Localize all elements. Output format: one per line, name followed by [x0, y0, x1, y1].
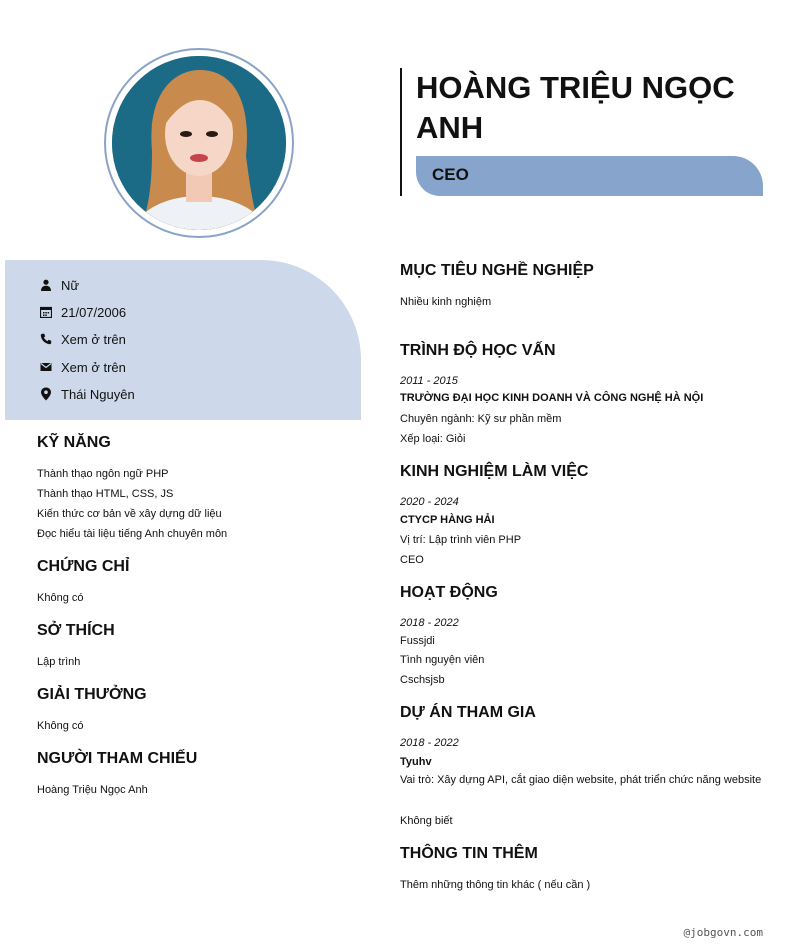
contact-address	[39, 384, 135, 404]
references-heading: NGƯỜI THAM CHIẾU	[37, 750, 198, 767]
mail-icon	[39, 360, 53, 374]
location-pin-icon	[39, 387, 53, 401]
footer-watermark: @jobgovn.com	[683, 926, 763, 939]
projects-period: 2018 - 2022	[400, 737, 459, 749]
skill-item: Kiến thức cơ bản về xây dựng dữ liệu	[37, 508, 222, 520]
phone-text: Xem ở trên	[61, 331, 126, 347]
project-role: Vai trò: Xây dựng API, cắt giao diện website, phát triển chức năng website	[400, 774, 762, 786]
avatar	[112, 56, 286, 230]
activity-item: Cschsjsb	[400, 674, 445, 686]
certificates-text: Không có	[37, 592, 84, 604]
education-school: TRƯỜNG ĐẠI HỌC KINH DOANH VÀ CÔNG NGHỆ HÀ NỘI	[400, 392, 704, 404]
avatar-photo	[112, 56, 286, 230]
contact-dob	[39, 302, 126, 322]
activities-period: 2018 - 2022	[400, 617, 459, 629]
skills-heading: KỸ NĂNG	[37, 434, 111, 451]
education-period: 2011 - 2015	[400, 375, 458, 387]
avatar-frame	[104, 48, 294, 238]
skill-item: Thành thạo HTML, CSS, JS	[37, 488, 174, 500]
objective-text: Nhiều kinh nghiệm	[400, 296, 492, 308]
person-icon	[39, 278, 53, 292]
contact-email	[39, 357, 126, 377]
calendar-icon	[39, 305, 53, 319]
extra-heading: THÔNG TIN THÊM	[400, 845, 538, 862]
name-accent-bar	[400, 68, 402, 196]
awards-text: Không có	[37, 720, 84, 732]
email-text: Xem ở trên	[61, 359, 126, 375]
contact-phone	[39, 329, 126, 349]
references-text: Hoàng Triệu Ngọc Anh	[37, 784, 148, 796]
experience-heading: KINH NGHIỆM LÀM VIỆC	[400, 463, 589, 480]
project-name: Tyuhv	[400, 756, 432, 768]
certificates-heading: CHỨNG CHỈ	[37, 558, 130, 575]
dob-text: 21/07/2006	[61, 304, 127, 320]
experience-period: 2020 - 2024	[400, 496, 459, 508]
job-title: CEO	[432, 165, 469, 184]
address-text: Thái Nguyên	[61, 386, 135, 402]
hobbies-text: Lập trình	[37, 656, 81, 668]
contact-gender	[39, 275, 79, 295]
contact-panel	[5, 260, 361, 420]
experience-position: Vị trí: Lập trình viên PHP	[400, 534, 522, 546]
experience-company: CTYCP HÀNG HẢI	[400, 514, 495, 526]
extra-text: Thêm những thông tin khác ( nếu cần )	[400, 879, 591, 891]
candidate-name: HOÀNG TRIỆU NGỌC ANH	[416, 70, 735, 145]
skill-item: Thành thạo ngôn ngữ PHP	[37, 468, 169, 480]
project-note: Không biết	[400, 815, 453, 827]
education-grade: Xếp loại: Giỏi	[400, 433, 466, 445]
objective-heading: MỤC TIÊU NGHỀ NGHIỆP	[400, 262, 594, 279]
gender-text: Nữ	[61, 277, 80, 293]
activity-item: Fussjdi	[400, 635, 435, 647]
projects-heading: DỰ ÁN THAM GIA	[400, 704, 536, 721]
experience-note: CEO	[400, 554, 424, 566]
job-title-badge	[416, 156, 763, 196]
education-major: Chuyên ngành: Kỹ sư phần mềm	[400, 413, 562, 425]
activity-item: Tình nguyện viên	[400, 654, 485, 666]
hobbies-heading: SỞ THÍCH	[37, 622, 115, 639]
awards-heading: GIẢI THƯỞNG	[37, 686, 147, 703]
activities-heading: HOẠT ĐỘNG	[400, 584, 498, 601]
phone-icon	[39, 332, 53, 346]
skill-item: Đọc hiểu tài liệu tiếng Anh chuyên môn	[37, 528, 228, 540]
education-heading: TRÌNH ĐỘ HỌC VẤN	[400, 342, 556, 359]
